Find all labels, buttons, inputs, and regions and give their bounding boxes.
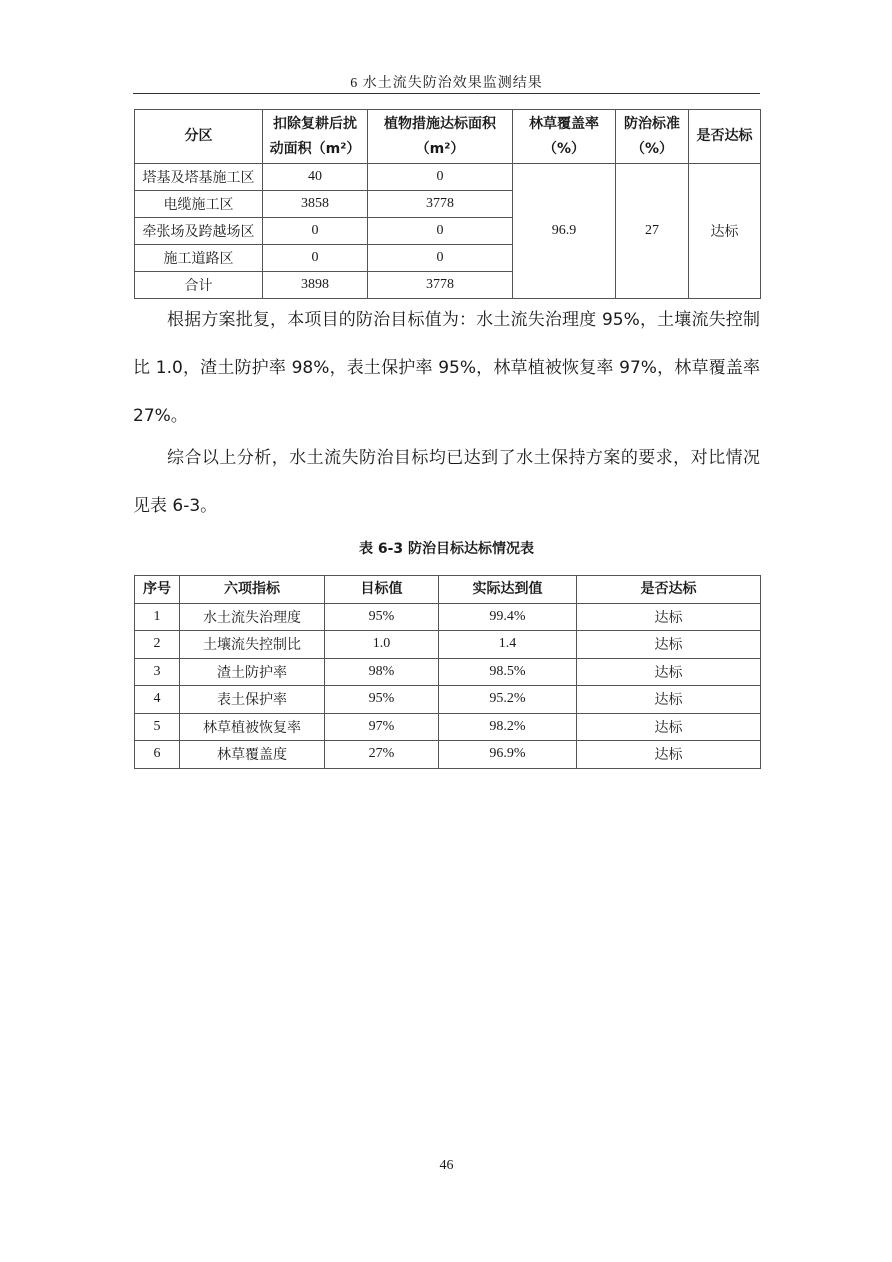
met-merged-cell: 达标 xyxy=(689,164,761,299)
veg-area-cell: 3778 xyxy=(368,191,513,218)
no-cell: 4 xyxy=(135,686,180,714)
page-header: 6 水土流失防治效果监测结果 xyxy=(350,76,543,91)
table-header-row xyxy=(135,576,761,604)
met-cell: 达标 xyxy=(577,603,761,631)
col-header-met: 是否达标 xyxy=(689,110,761,164)
met-cell: 达标 xyxy=(577,741,761,769)
table-row xyxy=(135,741,761,769)
table-caption: 表 6-3 防治目标达标情况表 xyxy=(358,541,535,557)
table-row xyxy=(135,164,761,191)
col-header-met: 是否达标 xyxy=(577,576,761,604)
coverage-merged-cell: 96.9 xyxy=(513,164,616,299)
table-row xyxy=(135,603,761,631)
standard-merged-cell: 27 xyxy=(616,164,689,299)
indicator-cell: 水土流失治理度 xyxy=(180,603,325,631)
col-header-standard-line2: （%） xyxy=(630,140,674,157)
col-header-zone: 分区 xyxy=(135,110,263,164)
table-row xyxy=(135,686,761,714)
target-cell: 95% xyxy=(325,603,439,631)
paragraph-text: 综合以上分析，水土流失防治目标均已达到了水土保持方案的要求，对比情况见表 6-3。 xyxy=(133,448,760,516)
table-header-row xyxy=(135,110,761,164)
zone-cell: 电缆施工区 xyxy=(135,191,263,218)
table-row xyxy=(135,658,761,686)
no-cell: 5 xyxy=(135,713,180,741)
col-header-no: 序号 xyxy=(135,576,180,604)
indicator-cell: 林草植被恢复率 xyxy=(180,713,325,741)
paragraph-text: 根据方案批复，本项目的防治目标值为：水土流失治理度 95%，土壤流失控制比 1.0，渣土防护率 98%，表土保护率 95%，林草植被恢复率 97%，林草覆盖率 27%。 xyxy=(133,310,760,426)
col-header-indicator: 六项指标 xyxy=(180,576,325,604)
indicator-cell: 土壤流失控制比 xyxy=(180,631,325,659)
actual-cell: 1.4 xyxy=(439,631,577,659)
col-header-veg-area xyxy=(368,110,513,164)
col-header-veg-area-line1: 植物措施达标面积 xyxy=(384,115,496,132)
col-header-veg-area-line2: （m²） xyxy=(415,140,465,157)
veg-area-cell: 3778 xyxy=(368,272,513,299)
zone-cell: 牵张场及跨越场区 xyxy=(135,218,263,245)
actual-cell: 95.2% xyxy=(439,686,577,714)
indicator-cell: 渣土防护率 xyxy=(180,658,325,686)
col-header-standard-line1: 防治标准 xyxy=(624,115,680,132)
actual-cell: 99.4% xyxy=(439,603,577,631)
disturb-area-cell: 0 xyxy=(263,245,368,272)
indicator-cell: 林草覆盖度 xyxy=(180,741,325,769)
disturb-area-cell: 0 xyxy=(263,218,368,245)
disturb-area-cell: 3858 xyxy=(263,191,368,218)
col-header-actual: 实际达到值 xyxy=(439,576,577,604)
met-cell: 达标 xyxy=(577,658,761,686)
page-number: 46 xyxy=(439,1158,454,1173)
header-divider xyxy=(133,93,760,94)
disturb-area-cell: 40 xyxy=(263,164,368,191)
no-cell: 6 xyxy=(135,741,180,769)
no-cell: 3 xyxy=(135,658,180,686)
target-cell: 98% xyxy=(325,658,439,686)
met-cell: 达标 xyxy=(577,686,761,714)
disturb-area-cell: 3898 xyxy=(263,272,368,299)
col-header-disturb-area-line2: 动面积（m²） xyxy=(269,140,361,157)
target-cell: 97% xyxy=(325,713,439,741)
veg-area-cell: 0 xyxy=(368,245,513,272)
zone-cell: 塔基及塔基施工区 xyxy=(135,164,263,191)
veg-area-cell: 0 xyxy=(368,218,513,245)
no-cell: 2 xyxy=(135,631,180,659)
paragraph-conclusion xyxy=(133,434,760,530)
col-header-target: 目标值 xyxy=(325,576,439,604)
col-header-disturb-area-line1: 扣除复耕后扰 xyxy=(273,115,357,132)
actual-cell: 96.9% xyxy=(439,741,577,769)
met-cell: 达标 xyxy=(577,713,761,741)
col-header-coverage xyxy=(513,110,616,164)
col-header-standard xyxy=(616,110,689,164)
zone-cell: 合计 xyxy=(135,272,263,299)
indicator-cell: 表土保护率 xyxy=(180,686,325,714)
actual-cell: 98.2% xyxy=(439,713,577,741)
col-header-disturb-area xyxy=(263,110,368,164)
zone-cell: 施工道路区 xyxy=(135,245,263,272)
target-compliance-table xyxy=(134,575,761,769)
target-cell: 1.0 xyxy=(325,631,439,659)
no-cell: 1 xyxy=(135,603,180,631)
met-cell: 达标 xyxy=(577,631,761,659)
monitoring-area-table xyxy=(134,109,761,299)
col-header-coverage-line2: （%） xyxy=(542,140,586,157)
veg-area-cell: 0 xyxy=(368,164,513,191)
table-row xyxy=(135,631,761,659)
actual-cell: 98.5% xyxy=(439,658,577,686)
table-row xyxy=(135,713,761,741)
paragraph-targets xyxy=(133,296,760,440)
target-cell: 27% xyxy=(325,741,439,769)
col-header-coverage-line1: 林草覆盖率 xyxy=(529,115,599,132)
target-cell: 95% xyxy=(325,686,439,714)
